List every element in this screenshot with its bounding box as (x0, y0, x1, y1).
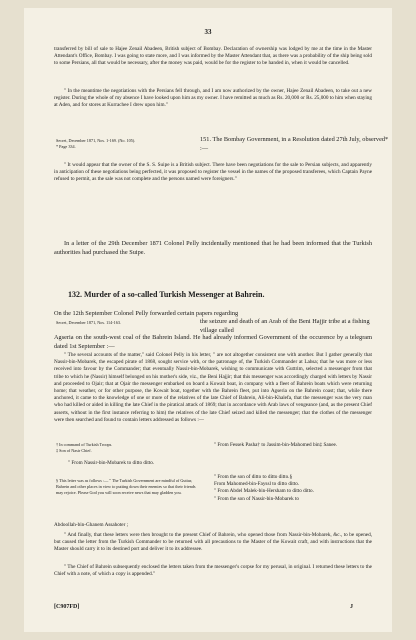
letter-entry-fessek: " From Fessek Pasha† to Jassim-bin-Mahomed bin‡ Sanee. (214, 442, 338, 448)
ref-line: * Page 334. (56, 144, 76, 149)
margin-reference-secret: Secret, December 1871, Nos. 114-163. (56, 320, 121, 325)
footnote-block-2: § This letter was as follows :— " The Turkish Government are mindful of Guttur, Bahrein and other places in view to putting down their enemies so that their friends may rejoice. Please God you will soon receive news that may gladden you. (56, 478, 196, 495)
print-code: [C907FD] (54, 604, 80, 610)
text-line: On the 12th September Colonel Pelly forwarded certain papers regarding (54, 310, 239, 317)
paragraph-negotiations: " In the meantime the negotiations with the Persians fell through, and I am now authorized by the owner, Hajee Zenail Abadeen, to take out a new register. During the whole of my absence I have looked upon him as my owner. I have remitted as much as Rs. 20,000 or Rs. 25,000 to him when staying at Aden, and for stores at Kurrachee I drew upon him." (54, 88, 372, 109)
footnote-block-1 (56, 442, 206, 454)
paragraph-agent: Agseria on the south-west coal of the Bahrein Island. He had already informed Government of the occurence by a telegram dated 1st September :— (54, 334, 372, 350)
letter-entry: From Mahomed-bin-Fayssl to ditto ditto. (214, 481, 300, 488)
paragraph-chief-bahrein: " The Chief of Bahrein subsequently enclosed the letters taken from the messenger's corpse for my perusal, in original. I returned these letters to the Chief with a note, of which a copy is appended." (54, 564, 372, 578)
letter-entry-abdoollah: Abdoollah-bin-Ghanem Assahoter ; (54, 522, 129, 528)
footnote-line: † In command of Turkish Troops. (56, 442, 113, 447)
signature-mark: J (350, 604, 353, 610)
resolution-151: 151. The Bombay Government, in a Resolution dated 27th July, observed* :— (200, 136, 389, 152)
paragraph-colonel-pelly: In a letter of the 29th December 1871 Colonel Pelly incidentally mentioned that he had been informed that the Turkish authorities had purchased the Suipe. (54, 240, 372, 256)
footnote-line: ‡ Son of Nasir Chief. (56, 448, 92, 453)
letter-entries-right (214, 474, 376, 503)
letter-entry: " From the son of ditto to ditto ditto.§ (214, 474, 293, 480)
letter-entry-nassir: " From Nassir-bin-Mobarek to ditto ditto. (68, 460, 155, 466)
document-page (24, 8, 392, 632)
paragraph-section-cont: the seizure and death of an Arab of the Beni Hajjir tribe at a fishing village called (200, 318, 370, 334)
ref-line: Secret, December 1871, Nos. 1-169. (No. 105). (56, 138, 136, 143)
paragraph-several-accounts: " The several accounts of the matter," said Colonel Pelly in his letter, " are not altogether consistent one with another. But I gather generally that Nassir-bin-Mobarek, the escaped pirate of 1868, sought service with, or the patronage of, the Turkish Commander at Lahsa; that he was more or less received into favour by the Commander; that eventually Nassir-bin-Mobarek, wishing to communicate with Guttrim, selected a messenger from that tribe to which he (Nassir) himself belonged on his mother's side, viz., the Beni Hajjir; that this messenger was accordingly charged with letters by Nassir and proceeded to Ojair; that at Ojair the messenger embarked on board a Kowait boat, in company with a fleet of Bahrein boats which were returning home; that weather, or for other purpose, the Kowait boat, together with the Bahrein fleet, put into Agseria on the Bahrein coast; that, while there anchored, it came to the knowledge of one or more of the relatives of the late Chief of Bahrein, Ali-bin-Khalefa, that the messenger was the very man who had killed or aided in killing the late Chief in the piratical attack of 1869; that in accordance with Arab laws of vengeance (and, as the present Chief asserts, without in the first instance referring to him) the relatives of the late Chief seized and killed the messenger; that the clothes of the messenger were then searched and found to contain letters addressed as follows :— (54, 352, 372, 423)
letter-entry: " From the son of Nassir-bin-Mobarek to (214, 495, 300, 502)
margin-reference-151 (56, 138, 176, 150)
page-number: 33 (204, 28, 212, 36)
paragraph-quote-suipe: " It would appear that the owner of the S. S. Suipe is a British subject. There have been negotiations for the sale to Persian subjects, and apparently in anticipation of these negotiations being perfected, it was proposed to register the vessel in the names of the proposed transferees, which Captain Payne refused to permit, as the sale was not complete and the persons named were foreigners." (54, 162, 372, 183)
paragraph-and-finally: " And finally, that these letters were then brought to the present Chief of Bahrein, who opened those from Nassir-bin-Mobarek, &c., to be opened, but caused the letter from the Turkish Commander to be returned with all precautions to the Master of the Kowait craft, and with instructions that the Master should carry it to its destined port and deliver it to its addressee. (54, 532, 372, 553)
letter-entry: " From Abdel Malek-bin-Hersham to ditto ditto. (214, 488, 314, 495)
paragraph-opening: transferred by bill of sale to Hajee Zenail Abadeen, British subject of Bombay. Declaration of ownership was lodged by me at the time in the Master Attendant's Office, Bombay. I was going to state more, and I was informed by the Master Attendant that, as there was a probability of the ship being sold to some Persians, all that would be necessary, after the money was paid, would be for the register to be handed in, when it would be cancelled. (54, 46, 372, 67)
section-heading: 132. Murder of a so-called Turkish Messenger at Bahrein. (68, 290, 265, 299)
